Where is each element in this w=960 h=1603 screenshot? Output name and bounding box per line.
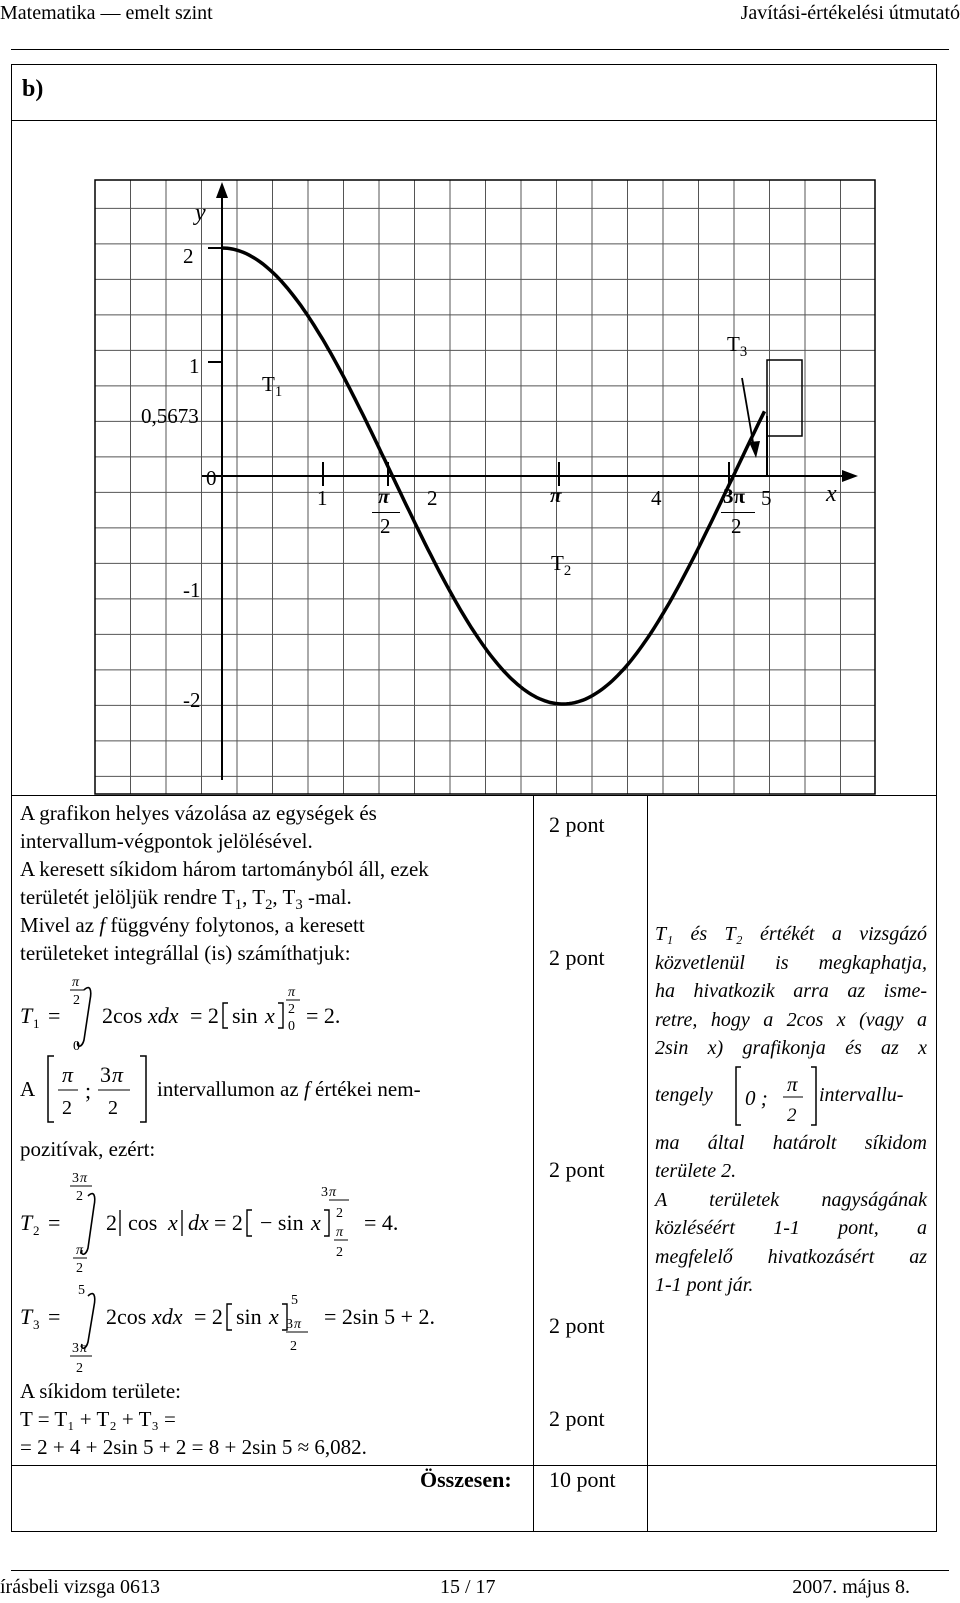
svg-text:2cos: 2cos xyxy=(102,1003,143,1028)
svg-text:T: T xyxy=(20,1304,33,1329)
note-line-3: ha hivatkozik arra az isme- xyxy=(655,980,927,1002)
svg-text:T: T xyxy=(20,1210,33,1235)
points-5: 2 pont xyxy=(549,1406,605,1431)
svg-text:2: 2 xyxy=(62,1097,72,1119)
solution-line-1: A grafikon helyes vázolása az egységek és xyxy=(20,801,377,825)
solution-line-2: intervallum-végpontok jelölésével. xyxy=(20,829,313,853)
svg-text:sin: sin xyxy=(232,1003,258,1028)
points-4: 2 pont xyxy=(549,1313,605,1338)
svg-text:= 2: = 2 xyxy=(190,1003,219,1028)
svg-text:2: 2 xyxy=(76,1261,83,1276)
interval-bracket xyxy=(44,1052,174,1126)
interval-prefix: A xyxy=(20,1077,36,1101)
solution-line-3: A keresett síkidom három tartományból áll, ezek xyxy=(20,857,429,881)
svg-text:2: 2 xyxy=(76,1361,83,1376)
x-label-3pi-half-den: 2 xyxy=(731,514,742,538)
area-line-1: A síkidom területe: xyxy=(20,1379,181,1403)
total-row-divider xyxy=(11,1465,937,1466)
x-axis-label: x xyxy=(826,481,837,507)
footer-left: írásbeli vizsga 0613 xyxy=(0,1576,160,1598)
svg-text:=: = xyxy=(48,1304,61,1329)
svg-text:xdx: xdx xyxy=(148,1003,179,1028)
svg-text:2cos: 2cos xyxy=(106,1304,147,1329)
svg-text:2: 2 xyxy=(336,1245,343,1260)
t3-formula xyxy=(18,1280,518,1376)
svg-text:π: π xyxy=(112,1062,124,1087)
svg-text:= 4.: = 4. xyxy=(364,1210,399,1235)
part-row-divider xyxy=(11,120,937,121)
svg-text:3: 3 xyxy=(286,1317,293,1332)
svg-text:5: 5 xyxy=(291,1293,298,1308)
svg-text:= 2.: = 2. xyxy=(306,1003,341,1028)
svg-text:π: π xyxy=(288,985,296,1000)
note-line-8: területe 2. xyxy=(655,1160,737,1182)
x-label-1: 1 xyxy=(317,486,328,510)
svg-text:T: T xyxy=(20,1003,33,1028)
footer-center: 15 / 17 xyxy=(440,1576,496,1598)
note-line-7: ma által határolt síkidom xyxy=(655,1131,927,1154)
note-line-10: közléséért 1-1 pont, a xyxy=(655,1217,927,1239)
svg-text:x: x xyxy=(168,1210,178,1235)
note-line-6 xyxy=(655,1063,927,1129)
t3-pointer xyxy=(742,378,754,448)
svg-text:2: 2 xyxy=(336,1206,343,1221)
svg-text:= 2sin 5 + 2.: = 2sin 5 + 2. xyxy=(324,1304,435,1329)
x-label-pi-half-bar xyxy=(372,512,400,513)
svg-text:2: 2 xyxy=(106,1210,117,1235)
svg-text:x: x xyxy=(269,1304,279,1329)
points-2: 2 pont xyxy=(549,945,605,970)
x-axis-arrow xyxy=(842,470,858,482)
svg-text:π: π xyxy=(336,1225,344,1240)
svg-text:2: 2 xyxy=(787,1104,797,1126)
note-line-11: megfelelő hivatkozásért az xyxy=(655,1245,927,1268)
region-label-t3: $T_3$ xyxy=(727,332,748,361)
svg-text:3: 3 xyxy=(321,1185,328,1200)
svg-text:cos: cos xyxy=(128,1210,158,1235)
svg-text:π: π xyxy=(80,1171,88,1186)
note-line-4: retre, hogy a 2cos x (vagy a xyxy=(655,1008,927,1031)
interval-text: intervallumon az f értékei nem- xyxy=(157,1077,421,1101)
x-label-3pi-half-num: 3π xyxy=(723,484,746,508)
total-label: Összesen: xyxy=(420,1467,512,1492)
header-left: Matematika — emelt szint xyxy=(0,2,213,24)
positive-text: pozitívak, ezért: xyxy=(20,1137,156,1161)
note-line-12: 1-1 pont jár. xyxy=(655,1274,754,1296)
y-label-2: 2 xyxy=(183,244,194,268)
svg-text:5: 5 xyxy=(78,1283,85,1298)
x-label-2: 2 xyxy=(427,486,438,510)
svg-text:π: π xyxy=(80,1341,88,1356)
y-axis-arrow xyxy=(216,182,228,198)
x-label-5: 5 xyxy=(761,486,772,510)
note-interval-bracket xyxy=(733,1063,823,1129)
y-label-0: 0 xyxy=(206,466,217,490)
svg-text:= 2: = 2 xyxy=(214,1210,243,1235)
region-label-t2: $T_2$ xyxy=(551,551,572,580)
area-line-2: T = T₁ + T₂ + T₃ = xyxy=(20,1407,176,1431)
y-axis-label: y xyxy=(195,200,206,226)
svg-text:1: 1 xyxy=(33,1016,40,1031)
t1-formula xyxy=(18,970,518,1050)
x-label-pi-half-den: 2 xyxy=(380,514,391,538)
svg-text:2: 2 xyxy=(290,1339,297,1354)
x-label-4: 4 xyxy=(651,486,662,510)
note-line-6a: tengely xyxy=(655,1083,713,1106)
svg-text:3: 3 xyxy=(100,1062,111,1087)
svg-text:π: π xyxy=(294,1317,302,1332)
svg-text:2: 2 xyxy=(288,1002,295,1017)
x-label-3pi-half-bar xyxy=(721,512,755,513)
note-line-2: közvetlenül is megkaphatja, xyxy=(655,951,927,974)
svg-text:3: 3 xyxy=(72,1171,79,1186)
note-line-6c: intervallu- xyxy=(819,1083,904,1106)
svg-text:π: π xyxy=(72,975,80,990)
svg-text:3: 3 xyxy=(72,1341,79,1356)
solution-line-5: Mivel az f függvény folytonos, a keresett xyxy=(20,913,365,937)
svg-text:π: π xyxy=(329,1185,337,1200)
points-3: 2 pont xyxy=(549,1157,605,1182)
svg-text:xdx: xdx xyxy=(152,1304,183,1329)
svg-text:0: 0 xyxy=(288,1019,295,1034)
note-line-9: A területek nagyságának xyxy=(655,1188,927,1211)
svg-text:π: π xyxy=(62,1062,74,1087)
col-divider-2 xyxy=(647,795,648,1532)
svg-text:x: x xyxy=(311,1210,321,1235)
svg-text:π: π xyxy=(787,1071,798,1096)
svg-text:;: ; xyxy=(85,1078,92,1103)
y-label-05673: 0,5673 xyxy=(141,404,199,428)
area-line-3: = 2 + 4 + 2sin 5 + 2 = 8 + 2sin 5 ≈ 6,082. xyxy=(20,1435,367,1459)
svg-text:=: = xyxy=(48,1003,61,1028)
scoring-note xyxy=(655,920,927,1300)
svg-text:2: 2 xyxy=(76,1189,83,1204)
header-right: Javítási-értékelési útmutató xyxy=(740,2,960,24)
solution-line-4: területét jelöljük rendre $T_1$, $T_2$, $T_3$ -mal. xyxy=(20,885,352,914)
svg-text:= 2: = 2 xyxy=(194,1304,223,1329)
points-1: 2 pont xyxy=(549,812,605,837)
solution-line-6: területeket integrállal (is) számíthatjuk: xyxy=(20,941,351,965)
note-line-1: T₁ és T₂ értékét a vizsgázó xyxy=(655,923,927,945)
y-label-1: 1 xyxy=(189,354,200,378)
svg-text:− sin: − sin xyxy=(260,1210,304,1235)
header-rule xyxy=(11,49,949,50)
svg-text:2: 2 xyxy=(73,993,80,1008)
svg-text:0: 0 xyxy=(73,1039,80,1050)
svg-text:0 ;: 0 ; xyxy=(745,1085,768,1110)
y-label-minus-1: -1 xyxy=(183,578,201,602)
footer-rule xyxy=(11,1570,949,1571)
part-label: b) xyxy=(22,76,44,102)
x-label-pi-half-num: π xyxy=(378,484,390,508)
svg-text:x: x xyxy=(265,1003,275,1028)
svg-text:2: 2 xyxy=(108,1097,118,1119)
region-label-t1: $T_1$ xyxy=(262,372,283,401)
function-graph xyxy=(0,170,960,810)
svg-text:2: 2 xyxy=(33,1223,40,1238)
svg-text:π: π xyxy=(76,1243,84,1258)
t2-formula xyxy=(18,1166,518,1276)
col-divider-1 xyxy=(533,795,534,1532)
y-label-minus-2: -2 xyxy=(183,688,201,712)
total-points: 10 pont xyxy=(549,1467,616,1492)
x-label-pi: π xyxy=(550,483,562,507)
svg-text:=: = xyxy=(48,1210,61,1235)
t3-pointer-head xyxy=(749,441,760,458)
svg-text:sin: sin xyxy=(236,1304,262,1329)
svg-text:dx: dx xyxy=(188,1210,209,1235)
footer-right: 2007. május 8. xyxy=(792,1576,910,1598)
t3-box xyxy=(767,360,802,436)
note-line-5: 2sin x) grafikonja és az x xyxy=(655,1037,927,1059)
svg-text:3: 3 xyxy=(33,1317,40,1332)
